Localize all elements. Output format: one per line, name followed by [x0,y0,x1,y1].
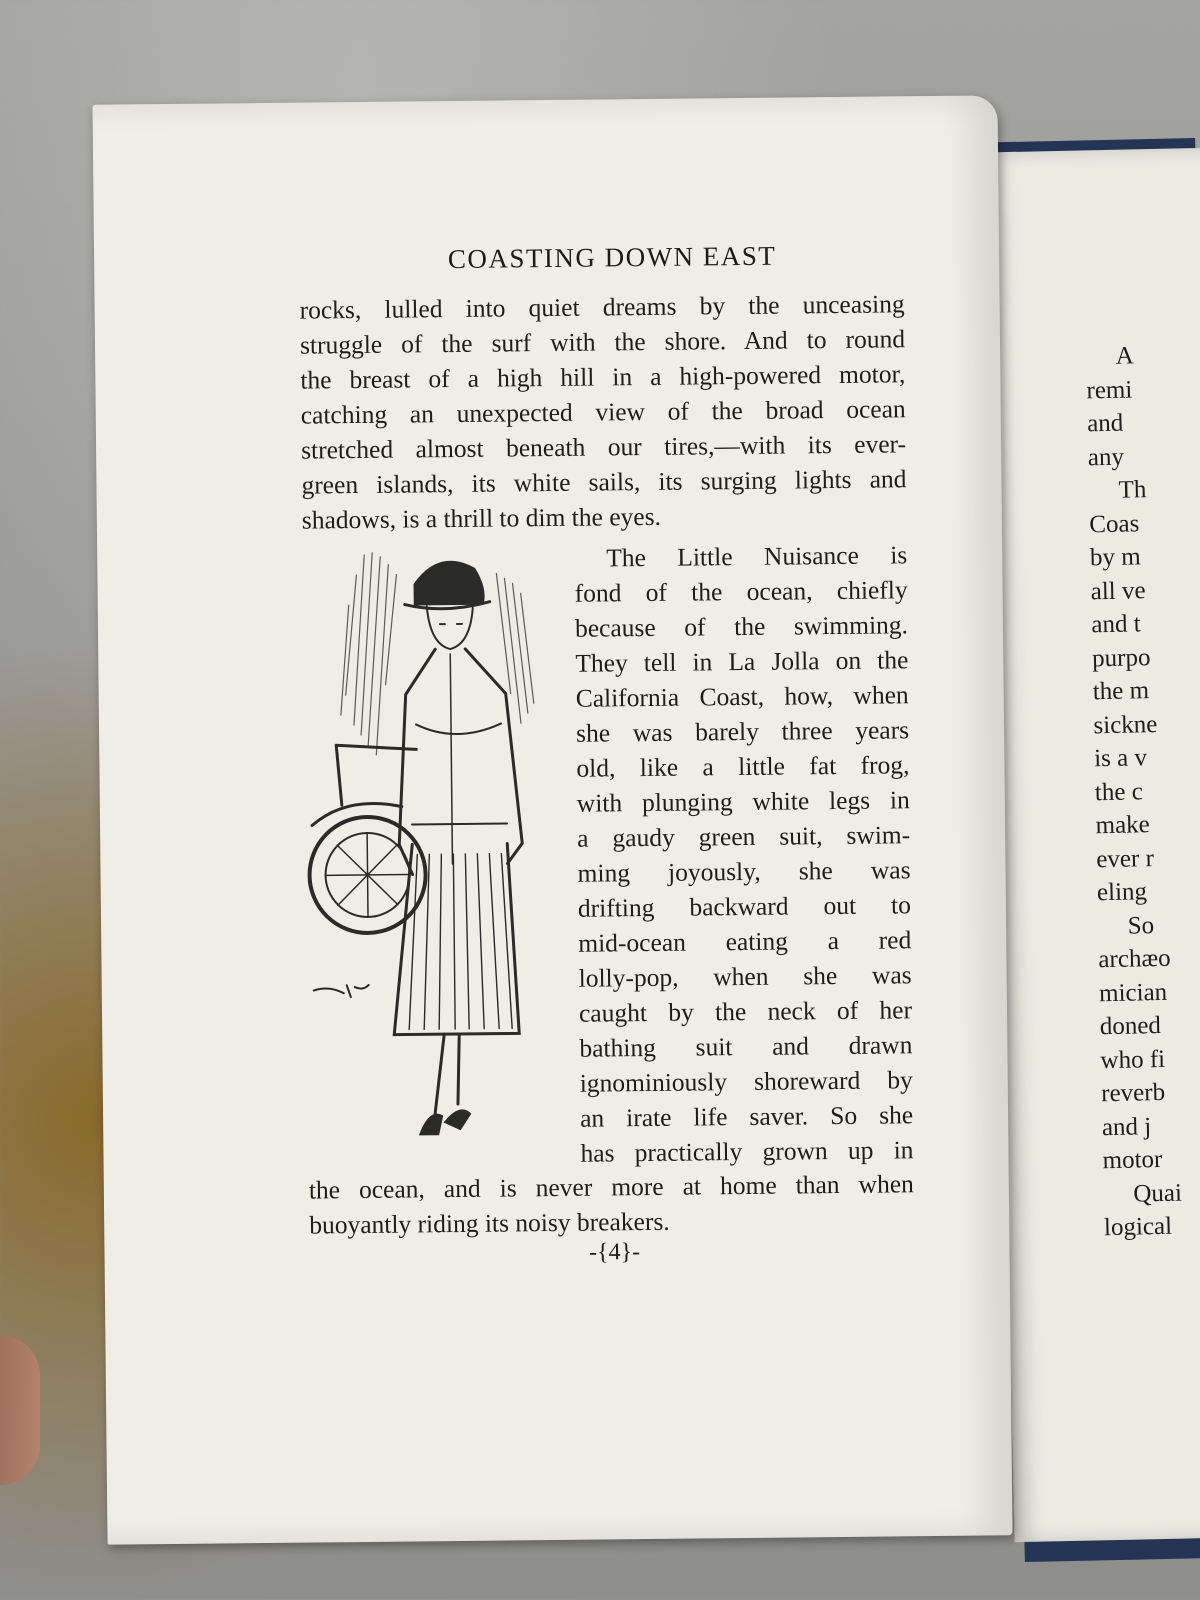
closing-lines [309,1166,915,1242]
facing-line: Quai [1133,1179,1183,1208]
facing-line: ever r [1096,844,1155,873]
text-line: They tell in La Jolla on the [575,645,909,678]
text-line: the ocean, and is never more at home than when [308,1169,914,1205]
text-line: buoyantly riding its noisy breakers. [309,1206,670,1240]
body-text [299,286,914,1242]
text-line: because of the swimming. [574,610,909,643]
text-line: old, like a little fat frog, [576,750,910,783]
text-line: catching an unexpected view of the broad ocean [300,394,906,430]
woman-illustration [304,543,565,1156]
text-line: the breast of a high hill in a high-powered motor, [300,359,906,395]
facing-line: Coas [1088,509,1140,538]
illustrated-section [302,537,914,1168]
facing-line: doned [1099,1011,1162,1041]
text-line: shadows, is a thrill to dim the eyes. [301,501,662,535]
text-line: bathing suit and drawn [579,1030,913,1063]
facing-line: who fi [1100,1045,1166,1074]
facing-line: logical [1103,1212,1173,1242]
text-line: stretched almost beneath our tires,—with its ever- [300,429,907,465]
facing-line: A [1115,342,1135,370]
facing-line: archæo [1098,944,1171,974]
facing-page-text [1085,338,1200,1245]
book-page [92,95,1012,1544]
facing-line: purpo [1091,643,1151,672]
facing-line: mician [1098,978,1168,1007]
text-line: fond of the ocean, chiefly [574,575,908,608]
top-paragraph [299,286,907,537]
text-line: mid-ocean eating a red [578,925,912,958]
facing-line: all ve [1090,576,1146,605]
facing-line: and [1086,409,1124,438]
facing-line: remi [1086,375,1133,404]
facing-line: So [1127,911,1155,940]
text-line: caught by the neck of her [578,995,913,1028]
facing-line: and t [1091,610,1141,639]
running-head: COASTING DOWN EAST [447,240,777,275]
text-line: rocks, lulled into quiet dreams by the unceasing [299,289,905,325]
text-line: ignominiously shoreward by [579,1065,913,1098]
facing-line: is a v [1093,744,1148,773]
text-line: lolly-pop, when she was [578,960,912,993]
text-line: struggle of the surf with the shore. And to round [299,324,906,360]
facing-line: by m [1089,543,1141,572]
text-line: California Coast, how, when [575,680,909,713]
text-line: an irate life saver. So she [579,1100,914,1133]
text-line: The Little Nuisance is [606,540,908,573]
text-line: ming joyously, she was [577,855,911,888]
page-number: -{4}- [588,1239,641,1266]
thumb [0,1335,40,1485]
text-line: has practically grown up in [580,1135,914,1168]
text-line: she was barely three years [575,715,910,748]
facing-line: eling [1096,878,1148,907]
facing-line: reverb [1100,1078,1166,1108]
facing-line: motor [1102,1145,1163,1175]
facing-line: the c [1094,777,1144,806]
facing-page [985,148,1200,1542]
facing-line: and j [1101,1112,1152,1141]
facing-line: the m [1092,677,1150,706]
text-line: with plunging white legs in [576,785,910,818]
text-line: drifting backward out to [577,890,912,923]
text-line: a gaudy green suit, swim- [577,820,911,853]
wrapped-paragraph [574,537,914,1170]
facing-line: sickne [1093,710,1158,739]
text-line: green islands, its white sails, its surging lights and [301,464,907,500]
facing-line: Th [1118,476,1147,504]
facing-line: any [1087,443,1125,471]
facing-line: make [1095,811,1151,840]
